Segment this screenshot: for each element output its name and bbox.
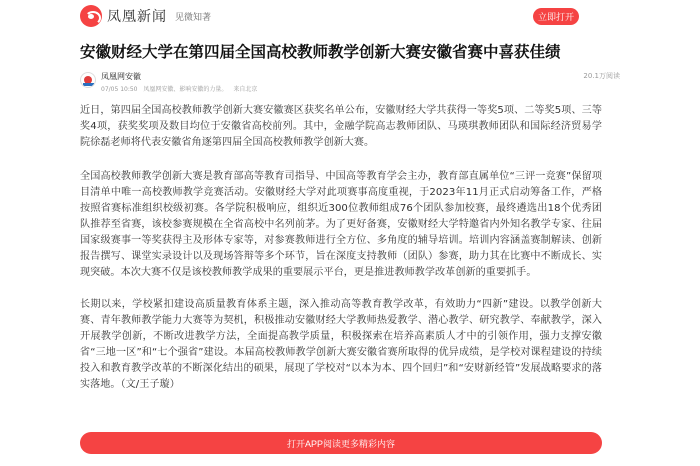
top-bar	[0, 0, 700, 32]
author-bar	[80, 70, 620, 96]
author-name[interactable]: 凤凰网安徽	[101, 72, 141, 81]
phoenix-logo-icon	[80, 5, 102, 27]
publish-date: 07/05 10:50	[101, 86, 138, 93]
article-paragraph: 近日，第四届全国高校教师教学创新大赛安徽赛区获奖名单公布，安徽财经大学共获得一等奖5项、二等奖5项、三等奖4项，获奖奖项及数目均位于安徽省高校前列。其中，金融学院高志教师团队、马瑛琪教师团队和国际经济贸易学院徐磊老师将代表安徽省角逐第四届全国高校教师教学创新大赛。	[80, 105, 602, 148]
publish-location: 来自北京	[233, 86, 258, 93]
logo-slogan: 见微知著	[175, 12, 212, 23]
article-title: 安徽财经大学在第四届全国高校教师教学创新大赛安徽省赛中喜获佳绩	[80, 43, 561, 61]
app-logo[interactable]	[80, 5, 211, 27]
open-app-read-more-button[interactable]: 打开APP阅读更多精彩内容	[80, 432, 602, 454]
article-paragraph: 长期以来，学校紧扣建设高质量教育体系主题，深入推动高等教育教学改革，有效助力“四新”建设。以教学创新大赛、青年教师教学能力大赛等为契机，积极推动安徽财经大学教师热爱教学、潜心教学、研究教学、奉献教学，深入开展教学创新，不断改进教学方法，全面提高教学质量，积极探索在培养高素质人才中的引领作用，强力支撑安徽省“三地一区”和“七个强省”建设。本届高校教师教学创新大赛安徽省赛所取得的优异成绩，是学校对课程建设的持续投入和教育教学改革的不断深化结出的硕果，展现了学校对“以本为本、四个回归”和“安财新经管”发展战略要求的落实落地。（文/王子璇）	[80, 299, 602, 390]
logo-name: 凤凰新闻	[107, 9, 167, 25]
content-fade	[0, 396, 700, 426]
article-paragraph: 全国高校教师教学创新大赛是教育部高等教育司指导、中国高等教育学会主办，教育部直属单位“三评一竞赛”保留项目清单中唯一高校教师教学竞赛活动。安徽财经大学对此项赛事高度重视，于2023年11月正式启动筹备工作，严格按照省赛标准组织校级初赛。各学院积极响应，组织近300位教师组成76个团队参加校赛，最终遴选出18个优秀团队推荐至省赛，该校参赛规模在全省高校中名列前茅。为了更好备赛，安徽财经大学特邀省内外知名教学专家、往届国家级赛事一等奖获得主及形体专家等，对参赛教师进行全方位、多角度的辅导培训。培训内容涵盖赛制解读、创新报告撰写、课堂实录设计以及现场答辩等多个环节，旨在深度支持教师（团队）参赛，助力其在比赛中不断成长、实现突破。本次大赛不仅是该校教师教学成果的重要展示平台，更是推进教师教学改革创新的重要抓手。	[80, 171, 602, 278]
view-count: 20.1万阅读	[583, 72, 620, 80]
open-app-button[interactable]: 立即打开	[533, 8, 579, 25]
article-body	[80, 103, 602, 409]
source-note: 凤凰网安徽、影响安徽的力量。	[143, 86, 228, 93]
author-avatar[interactable]	[80, 72, 96, 88]
author-meta	[101, 84, 257, 93]
